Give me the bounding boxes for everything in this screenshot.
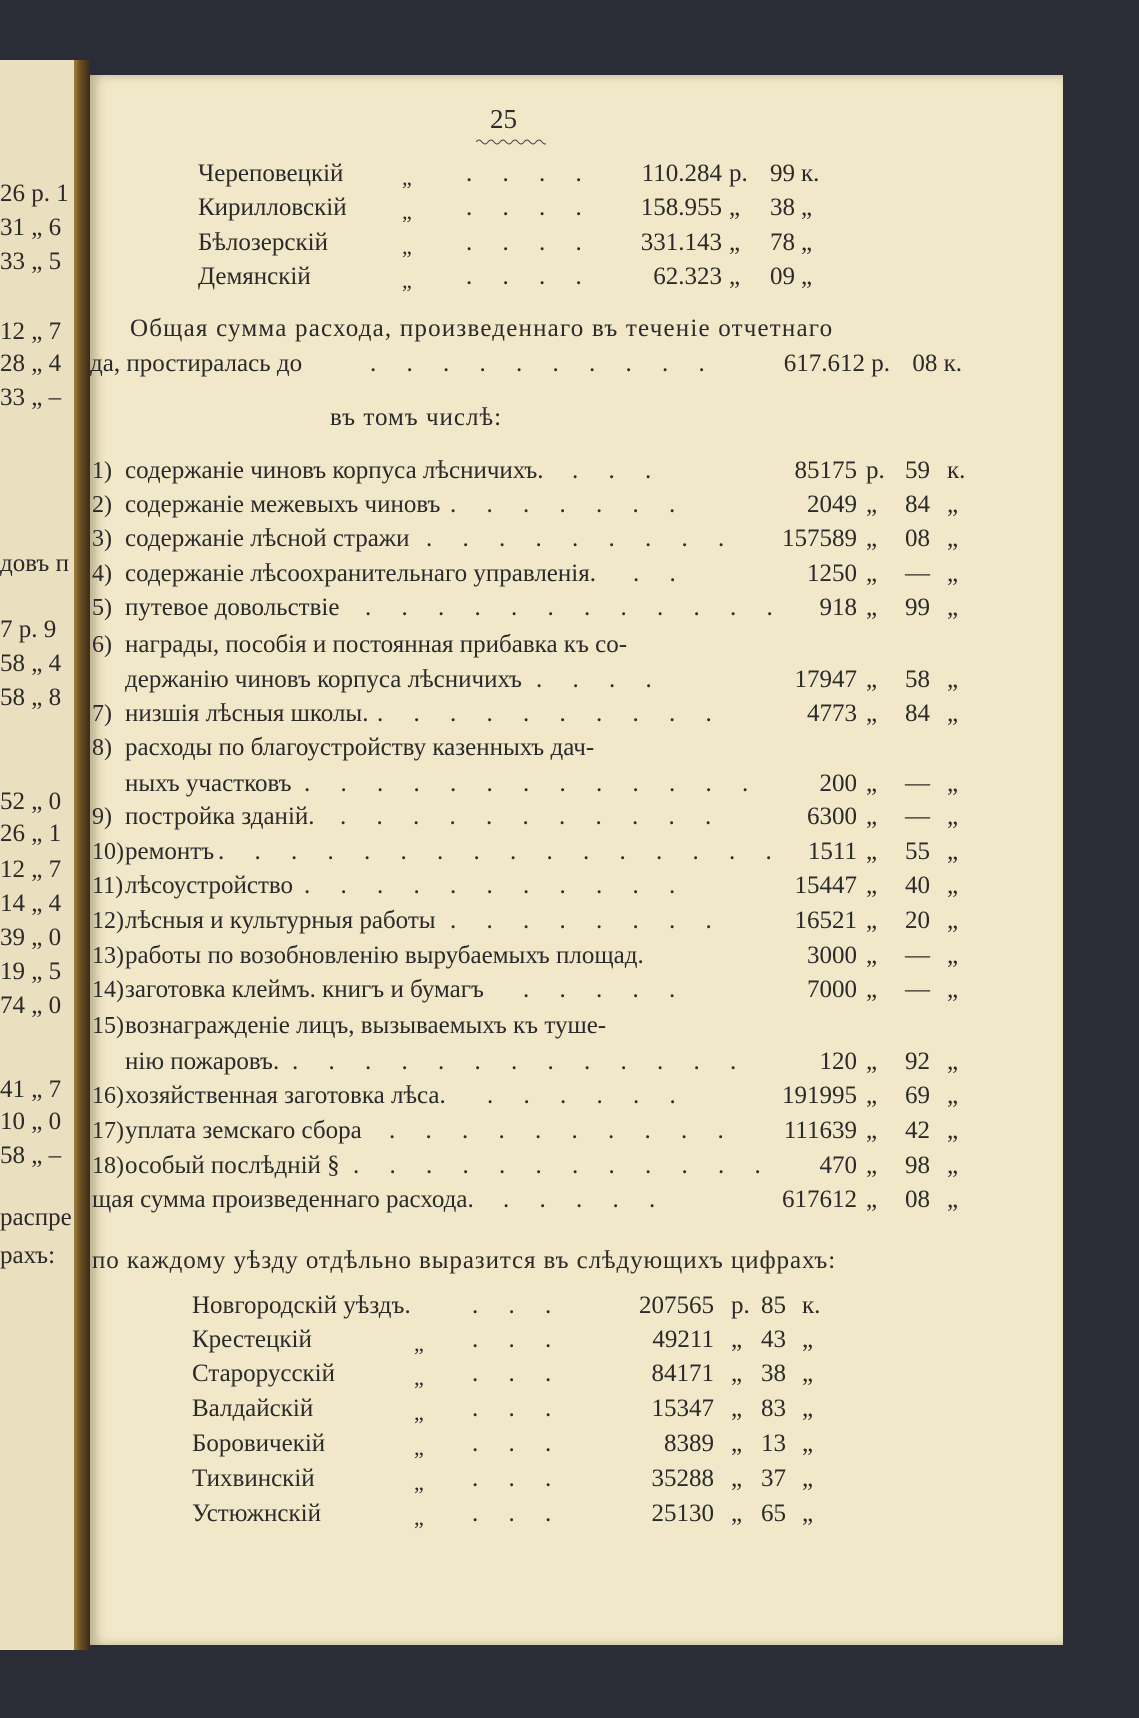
item-kopecks: 98 [905, 1152, 930, 1179]
kopecks: 85 [761, 1292, 786, 1319]
currency-unit: „ [729, 229, 741, 256]
facing-page-text: 52 „ 0 [0, 788, 62, 815]
amount: 25130 [651, 1500, 714, 1527]
item-kopecks: 92 [905, 1048, 930, 1075]
facing-page-text: 12 „ 7 [0, 318, 62, 345]
item-description: щая сумма произведеннаго расхода. [92, 1186, 474, 1213]
district-name: Тихвинскій [192, 1465, 315, 1492]
facing-page-text: распре [0, 1204, 72, 1231]
amount: 62.323 [653, 263, 722, 290]
currency-unit: „ [731, 1395, 743, 1422]
kopeck-unit: „ [947, 491, 959, 518]
amount: 110.284 [641, 160, 722, 187]
amount: 8389 [664, 1430, 714, 1457]
facing-page-text: 58 „ 4 [0, 650, 62, 677]
item-description: награды, пособія и постоянная прибавка къ со- [125, 631, 628, 658]
leader-dots: . . . [472, 1292, 564, 1319]
kopeck-unit: к. [947, 457, 966, 484]
facing-page-text: 28 „ 4 [0, 350, 62, 377]
item-number: 18) [92, 1153, 124, 1179]
item-amount: 200 [819, 770, 857, 797]
facing-page-text: 12 „ 7 [0, 856, 62, 883]
kopecks: 43 [761, 1326, 786, 1353]
leader-dots: . . . [472, 1465, 564, 1492]
currency-unit: „ [866, 1152, 878, 1179]
leader-dots: . . . . [466, 263, 594, 290]
leader-dots: . . . . . . . . . . . . . . . . [218, 838, 784, 865]
item-amount: 3000 [807, 942, 857, 969]
currency-unit: „ [731, 1500, 743, 1527]
kopecks: 13 [761, 1430, 786, 1457]
item-number: 8) [92, 735, 112, 761]
leader-dots: . . . . . . . . . . . . . [292, 1048, 749, 1075]
facing-page-text: 39 „ 0 [0, 924, 62, 951]
facing-page-text: 31 „ 6 [0, 214, 62, 241]
currency-unit: „ [866, 803, 878, 830]
item-description: заготовка клеймъ. книгъ и бумагъ [125, 976, 484, 1003]
item-amount: 1250 [807, 560, 857, 587]
leader-dots: . . . [572, 457, 664, 484]
item-kopecks: 20 [905, 907, 930, 934]
kopeck-unit: „ [947, 700, 959, 727]
item-description: хозяйственная заготовка лѣса. [125, 1082, 446, 1109]
kopeck-unit: „ [947, 1048, 959, 1075]
summary-text-cont: да, простиралась до [90, 350, 303, 377]
amount: 207565 [639, 1292, 714, 1319]
item-kopecks: 84 [905, 491, 930, 518]
item-amount: 2049 [807, 491, 857, 518]
item-amount: 16521 [794, 907, 857, 934]
kopeck-unit: „ [947, 1186, 959, 1213]
leader-dots: . . . . . . . . . . . . . [304, 770, 761, 797]
ditto-mark: „ [402, 268, 412, 293]
currency-unit: р. [731, 1292, 750, 1319]
item-amount: 120 [819, 1048, 857, 1075]
ditto-mark: „ [402, 199, 412, 224]
currency-unit: „ [866, 594, 878, 621]
item-description: содержаніе лѣсоохранительнаго управленія. [125, 560, 596, 587]
currency-unit: „ [731, 1465, 743, 1492]
item-description: работы по возобновленію вырубаемыхъ площад. [125, 942, 644, 969]
item-kopecks: — [905, 942, 930, 969]
ditto-mark: „ [402, 234, 412, 259]
item-description: держанію чиновъ корпуса лѣсничихъ [125, 666, 522, 693]
item-description: низшія лѣсныя школы. [125, 700, 369, 727]
leader-dots: . . . . . . . . . [426, 525, 737, 552]
ditto-mark: „ [414, 1400, 424, 1425]
leader-dots: . . . . [466, 160, 594, 187]
item-number: 5) [92, 595, 112, 621]
item-amount: 1511 [807, 838, 857, 865]
kopecks: 09 [770, 263, 795, 290]
facing-page-text: 7 р. 9 [0, 616, 57, 643]
item-description: расходы по благоустройству казенныхъ дач- [125, 734, 595, 761]
currency-unit: „ [731, 1430, 743, 1457]
leader-dots: . . . . . . . . . . . [340, 803, 724, 830]
facing-page-text: 19 „ 5 [0, 958, 62, 985]
currency-unit: „ [866, 1048, 878, 1075]
item-number: 15) [92, 1013, 124, 1039]
ditto-mark: „ [414, 1505, 424, 1530]
district-name: Кирилловскій [198, 194, 347, 221]
item-kopecks: — [905, 560, 930, 587]
kopeck-unit: к. [801, 160, 820, 187]
currency-unit: „ [731, 1360, 743, 1387]
kopecks: 99 [770, 160, 795, 187]
summary-amount: 617.612 р. [783, 350, 890, 377]
amount: 49211 [652, 1326, 714, 1353]
leader-dots: . . . [472, 1395, 564, 1422]
item-number: 17) [92, 1118, 124, 1144]
kopeck-unit: „ [947, 976, 959, 1003]
currency-unit: „ [866, 838, 878, 865]
kopeck-unit: „ [947, 1117, 959, 1144]
item-description: лѣсныя и культурныя работы [125, 907, 436, 934]
currency-unit: „ [866, 770, 878, 797]
ditto-mark: „ [414, 1365, 424, 1390]
currency-unit: „ [729, 263, 741, 290]
facing-page-text: 41 „ 7 [0, 1076, 62, 1103]
item-description: лѣсоустройство [125, 872, 294, 899]
facing-page-text: 10 „ 0 [0, 1108, 62, 1135]
item-amount: 470 [819, 1152, 857, 1179]
leader-dots: . . [633, 560, 688, 587]
kopeck-unit: „ [802, 1500, 814, 1527]
amount: 15347 [651, 1395, 714, 1422]
ditto-mark: „ [402, 165, 412, 190]
item-description: нію пожаровъ. [125, 1048, 280, 1075]
amount: 158.955 [640, 194, 722, 221]
item-kopecks: 40 [905, 872, 930, 899]
leader-dots: . . . . [466, 229, 594, 256]
district-name: Устюжнскій [192, 1500, 321, 1527]
facing-page-text: 26 р. 1 [0, 180, 69, 207]
leader-dots: . . . . . . . . . . . [304, 872, 688, 899]
leader-dots: . . . . . . . . . . [370, 350, 717, 377]
item-number: 14) [92, 977, 124, 1003]
item-number: 16) [92, 1083, 124, 1109]
currency-unit: „ [866, 525, 878, 552]
leader-dots: . . . . . [503, 1186, 668, 1213]
leader-dots: . . . . . . . [450, 491, 688, 518]
facing-page-text: 33 „ 5 [0, 248, 62, 275]
currency-unit: „ [866, 700, 878, 727]
kopeck-unit: „ [947, 666, 959, 693]
leader-dots: . . . . . . [487, 1082, 688, 1109]
item-amount: 617612 [782, 1186, 857, 1213]
leader-dots: . . . . . . . . [450, 907, 724, 934]
district-name: Череповецкій [198, 160, 344, 187]
currency-unit: „ [866, 491, 878, 518]
facing-page-text: 14 „ 4 [0, 890, 62, 917]
item-amount: 85175 [794, 457, 857, 484]
facing-page-text: 33 „ – [0, 384, 62, 411]
page-number: 25 [490, 104, 517, 134]
currency-unit: „ [866, 560, 878, 587]
ornament-squiggle [476, 138, 546, 146]
district-name: Старорусскій [192, 1360, 336, 1387]
item-kopecks: 69 [905, 1082, 930, 1109]
kopeck-unit: к. [802, 1292, 821, 1319]
item-kopecks: — [905, 770, 930, 797]
leader-dots: . . . [472, 1500, 564, 1527]
item-kopecks: 42 [905, 1117, 930, 1144]
currency-unit: „ [866, 976, 878, 1003]
section-heading: въ томъ числѣ: [330, 404, 503, 431]
amount: 331.143 [640, 229, 722, 256]
kopeck-unit: „ [947, 770, 959, 797]
kopeck-unit: „ [802, 1395, 814, 1422]
facing-page-text: 74 „ 0 [0, 992, 62, 1019]
leader-dots: . . . . . . . . . . [377, 700, 724, 727]
item-kopecks: 08 [905, 525, 930, 552]
item-amount: 6300 [807, 803, 857, 830]
leader-dots: . . . [472, 1430, 564, 1457]
item-kopecks: 84 [905, 700, 930, 727]
item-amount: 111639 [783, 1117, 857, 1144]
item-number: 10) [92, 839, 124, 865]
facing-page-text: довъ п [0, 550, 69, 577]
kopeck-unit: „ [947, 872, 959, 899]
leader-dots: . . . [472, 1326, 564, 1353]
currency-unit: „ [729, 194, 741, 221]
item-number: 9) [92, 804, 112, 830]
item-amount: 191995 [782, 1082, 857, 1109]
book-spine [74, 60, 90, 1650]
kopeck-unit: „ [802, 1326, 814, 1353]
item-amount: 918 [819, 594, 857, 621]
item-number: 2) [92, 492, 112, 518]
per-district-intro: по каждому уѣзду отдѣльно выразится въ слѣдующихъ цифрахъ: [92, 1247, 837, 1274]
item-description: постройка зданій. [125, 803, 315, 830]
leader-dots: . . . . . . . . . . [389, 1117, 736, 1144]
kopeck-unit: „ [947, 560, 959, 587]
kopeck-unit: „ [947, 1152, 959, 1179]
kopeck-unit: „ [801, 229, 813, 256]
item-number: 3) [92, 526, 112, 552]
kopeck-unit: „ [801, 194, 813, 221]
item-description: особый послѣдній § [125, 1152, 340, 1179]
kopeck-unit: „ [947, 838, 959, 865]
summary-text: Общая сумма расхода, произведеннаго въ теченіе отчетнаго [130, 315, 834, 342]
leader-dots: . . . . [536, 666, 664, 693]
leader-dots: . . . [472, 1360, 564, 1387]
kopeck-unit: „ [947, 594, 959, 621]
kopeck-unit: „ [947, 907, 959, 934]
item-number: 6) [92, 632, 112, 658]
item-kopecks: 58 [905, 666, 930, 693]
currency-unit: „ [866, 942, 878, 969]
kopecks: 83 [761, 1395, 786, 1422]
kopecks: 78 [770, 229, 795, 256]
kopeck-unit: „ [947, 1082, 959, 1109]
item-description: уплата земскаго сбора [125, 1117, 362, 1144]
currency-unit: „ [866, 1082, 878, 1109]
facing-page-text: 58 „ – [0, 1142, 62, 1169]
item-number: 12) [92, 908, 124, 934]
kopecks: 38 [770, 194, 795, 221]
currency-unit: „ [866, 872, 878, 899]
kopecks: 37 [761, 1465, 786, 1492]
item-description: ремонтъ [125, 838, 215, 865]
item-kopecks: 99 [905, 594, 930, 621]
item-amount: 4773 [807, 700, 857, 727]
item-kopecks: 59 [905, 457, 930, 484]
item-amount: 17947 [794, 666, 857, 693]
currency-unit: „ [866, 1186, 878, 1213]
item-number: 11) [92, 873, 124, 899]
ditto-mark: „ [414, 1331, 424, 1356]
item-number: 4) [92, 561, 112, 587]
kopeck-unit: „ [802, 1360, 814, 1387]
item-amount: 7000 [807, 976, 857, 1003]
item-kopecks: — [905, 976, 930, 1003]
amount: 84171 [651, 1360, 714, 1387]
kopeck-unit: „ [947, 803, 959, 830]
currency-unit: „ [731, 1326, 743, 1353]
leader-dots: . . . . . [523, 976, 688, 1003]
item-description: вознагражденіе лицъ, вызываемыхъ къ туше- [125, 1012, 607, 1039]
item-description: содержаніе чиновъ корпуса лѣсничихъ. [125, 457, 544, 484]
kopeck-unit: „ [802, 1465, 814, 1492]
district-name: Валдайскій [192, 1395, 314, 1422]
item-amount: 157589 [782, 525, 857, 552]
item-kopecks: 55 [905, 838, 930, 865]
item-description: ныхъ участковъ [125, 770, 292, 797]
item-number: 1) [92, 458, 112, 484]
leader-dots: . . . . [466, 194, 594, 221]
item-number: 7) [92, 701, 112, 727]
currency-unit: „ [866, 666, 878, 693]
district-name: Демянскій [198, 263, 311, 290]
facing-page-text: 58 „ 8 [0, 684, 62, 711]
kopecks: 65 [761, 1500, 786, 1527]
item-description: содержаніе межевыхъ чиновъ [125, 491, 441, 518]
item-description: путевое довольствіе [125, 594, 340, 621]
ditto-mark: „ [414, 1470, 424, 1495]
kopeck-unit: „ [947, 525, 959, 552]
district-name: Боровичекій [192, 1430, 326, 1457]
kopeck-unit: „ [802, 1430, 814, 1457]
summary-kopecks: 08 к. [912, 350, 962, 377]
amount: 35288 [651, 1465, 714, 1492]
facing-page-text: рахъ: [0, 1242, 56, 1269]
district-name: Новгородскій уѣздъ. [192, 1292, 411, 1319]
ditto-mark: „ [414, 1435, 424, 1460]
kopeck-unit: „ [801, 263, 813, 290]
kopecks: 38 [761, 1360, 786, 1387]
currency-unit: р. [729, 160, 748, 187]
item-amount: 15447 [794, 872, 857, 899]
currency-unit: „ [866, 907, 878, 934]
currency-unit: р. [866, 457, 885, 484]
item-kopecks: — [905, 803, 930, 830]
district-name: Бѣлозерскій [198, 229, 328, 256]
item-number: 13) [92, 943, 124, 969]
leader-dots: . . . . . . . . . . . . [365, 594, 785, 621]
kopeck-unit: „ [947, 942, 959, 969]
currency-unit: „ [866, 1117, 878, 1144]
item-description: содержаніе лѣсной стражи [125, 525, 410, 552]
leader-dots: . . . . . . . . . . . . [353, 1152, 773, 1179]
district-name: Крестецкій [192, 1326, 312, 1353]
facing-page-fragment [0, 60, 84, 1650]
facing-page-text: 26 „ 1 [0, 820, 62, 847]
item-kopecks: 08 [905, 1186, 930, 1213]
